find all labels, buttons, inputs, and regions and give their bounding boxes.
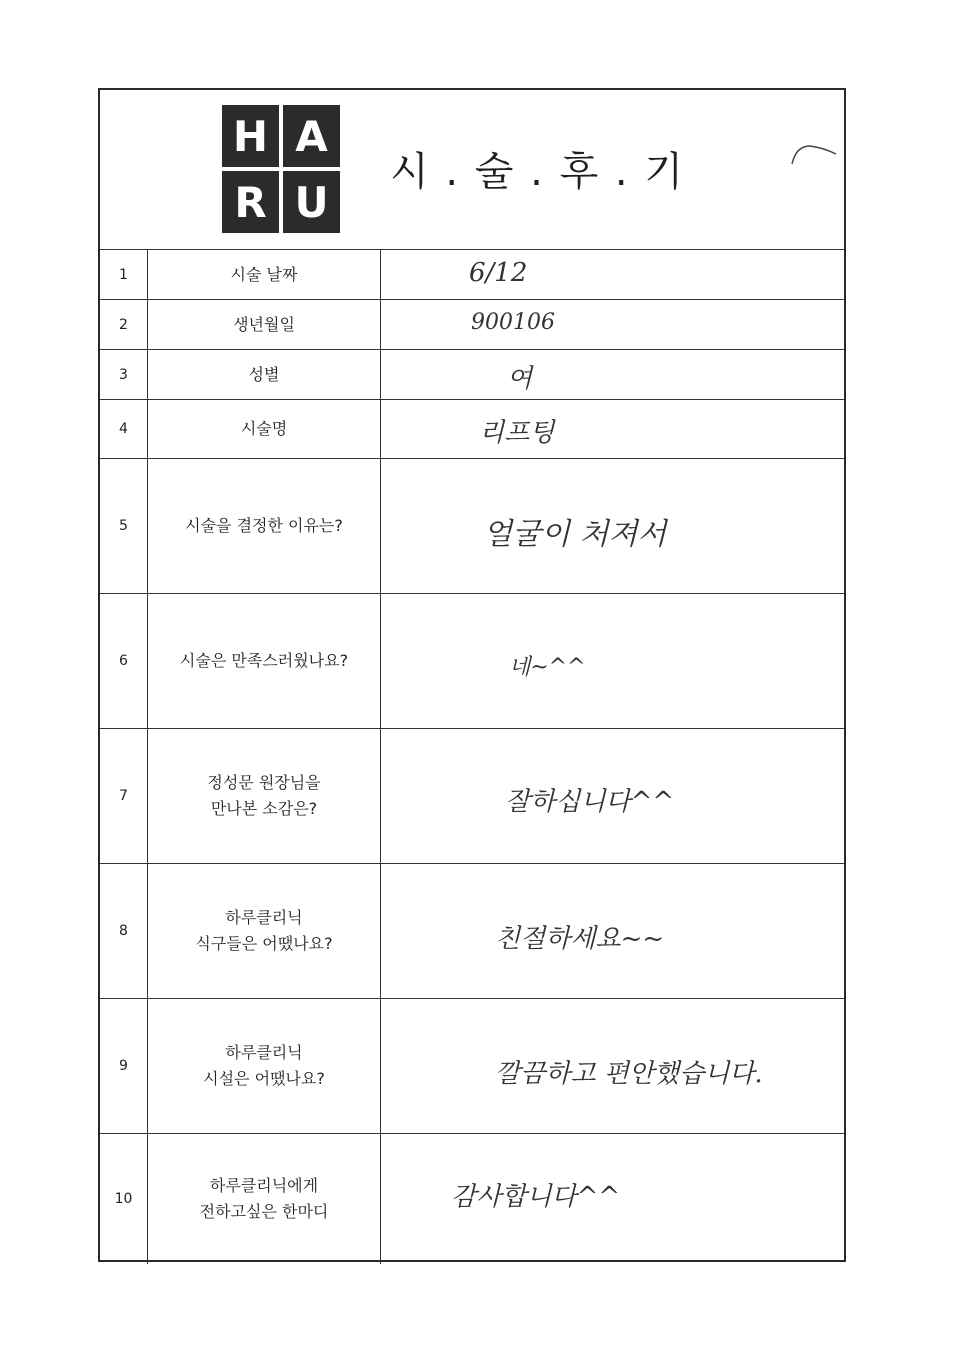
answer-field[interactable] xyxy=(381,594,844,728)
logo-letter-r: R xyxy=(222,171,279,233)
handwritten-answer: 네~^^ xyxy=(509,655,586,680)
question-label: 시술을 결정한 이유는? xyxy=(148,459,381,593)
question-label: 하루클리닉에게 전하고싶은 한마디 xyxy=(148,1134,381,1264)
form-row-2 xyxy=(100,300,844,350)
review-form xyxy=(98,88,846,1262)
handwritten-answer: 감사합니다^^ xyxy=(451,1182,621,1212)
form-row-8 xyxy=(100,864,844,999)
question-label: 시술은 만족스러웠나요? xyxy=(148,594,381,728)
answer-field[interactable] xyxy=(381,864,844,998)
row-number: 7 xyxy=(100,729,148,863)
handwritten-answer: 리프팅 xyxy=(479,418,555,448)
answer-field[interactable] xyxy=(381,300,844,349)
row-number: 9 xyxy=(100,999,148,1133)
answer-field[interactable] xyxy=(381,1134,844,1264)
question-label: 정성문 원장님을 만나본 소감은? xyxy=(148,729,381,863)
question-label: 생년월일 xyxy=(148,300,381,349)
question-label: 시술 날짜 xyxy=(148,250,381,299)
row-number: 6 xyxy=(100,594,148,728)
question-label: 하루클리닉 식구들은 어땠나요? xyxy=(148,864,381,998)
handwritten-answer: 얼굴이 처져서 xyxy=(483,517,667,552)
form-row-7 xyxy=(100,729,844,864)
row-number: 4 xyxy=(100,400,148,458)
row-number: 3 xyxy=(100,350,148,399)
row-number: 8 xyxy=(100,864,148,998)
form-row-1 xyxy=(100,250,844,300)
answer-field[interactable] xyxy=(381,250,844,299)
handwritten-answer: 깔끔하고 편안했습니다. xyxy=(495,1059,763,1089)
haru-logo xyxy=(222,105,340,233)
answer-field[interactable] xyxy=(381,400,844,458)
question-label: 성별 xyxy=(148,350,381,399)
logo-letter-u: U xyxy=(283,171,340,233)
question-label: 시술명 xyxy=(148,400,381,458)
form-row-9 xyxy=(100,999,844,1134)
handwritten-answer: 6/12 xyxy=(469,258,528,288)
form-header xyxy=(100,90,844,250)
handwritten-answer: 900106 xyxy=(471,310,555,335)
form-title: 시 . 술 . 후 . 기 xyxy=(390,149,685,195)
handwritten-answer: 여 xyxy=(507,364,533,394)
answer-field[interactable] xyxy=(381,999,844,1133)
handwritten-answer: 친절하세요~~ xyxy=(495,924,665,954)
logo-letter-a: A xyxy=(283,105,340,167)
form-row-5 xyxy=(100,459,844,594)
answer-field[interactable] xyxy=(381,729,844,863)
logo-letter-h: H xyxy=(222,105,279,167)
form-row-3 xyxy=(100,350,844,400)
row-number: 10 xyxy=(100,1134,148,1264)
answer-field[interactable] xyxy=(381,459,844,593)
form-row-4 xyxy=(100,400,844,459)
row-number: 1 xyxy=(100,250,148,299)
form-row-10 xyxy=(100,1134,844,1264)
answer-field[interactable] xyxy=(381,350,844,399)
question-label: 하루클리닉 시설은 어땠나요? xyxy=(148,999,381,1133)
form-row-6 xyxy=(100,594,844,729)
handwritten-answer: 잘하십니다^^ xyxy=(505,787,675,817)
row-number: 2 xyxy=(100,300,148,349)
row-number: 5 xyxy=(100,459,148,593)
pen-stroke-mark xyxy=(788,140,840,170)
